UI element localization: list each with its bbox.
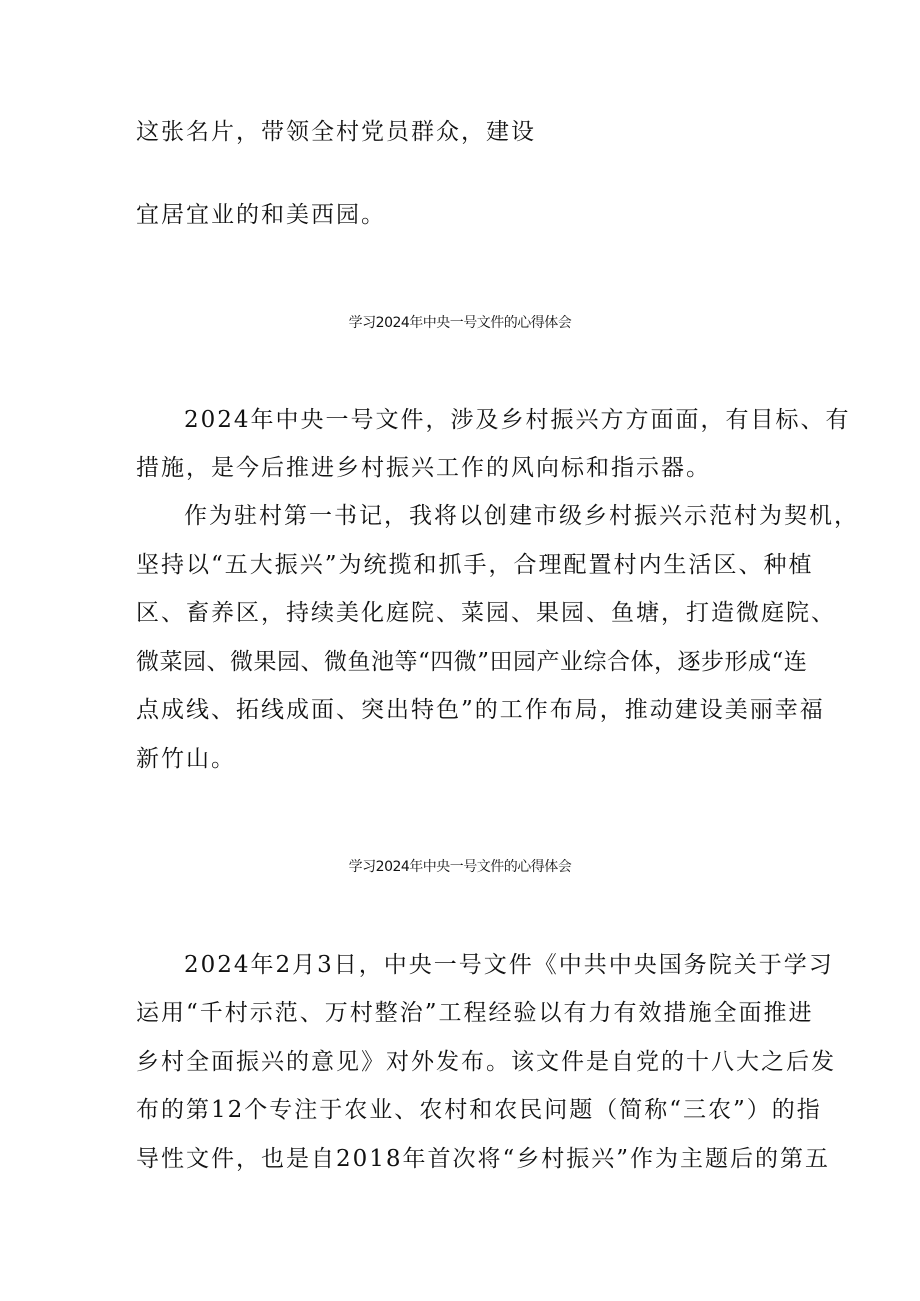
section-1-line-4: 坚持以“五大振兴”为统揽和抓手，合理配置村内生活区、种植 <box>136 552 814 578</box>
section-1-line-2: 措施，是今后推进乡村振兴工作的风向标和指示器。 <box>136 455 711 481</box>
section-2-title: 学习2024年中央一号文件的心得体会 <box>348 859 572 875</box>
section-2-line-3: 乡村全面振兴的意见》对外发布。该文件是自党的十八大之后发 <box>136 1049 836 1075</box>
section-1-line-8: 新竹山。 <box>136 746 236 772</box>
section-2-line-1: 2024年2月3日，中央一号文件《中共中央国务院关于学习 <box>184 952 834 978</box>
section-1-line-6: 微菜园、微果园、微鱼池等“四微”田园产业综合体，逐步形成“连 <box>136 649 808 675</box>
section-2-line-2: 运用“千村示范、万村整治”工程经验以有力有效措施全面推进 <box>136 1000 814 1026</box>
fragment-line-1: 这张名片，带领全村党员群众，建设 <box>136 119 536 145</box>
section-1-line-1: 2024年中央一号文件，涉及乡村振兴方方面面，有目标、有 <box>184 407 851 433</box>
section-1-title: 学习2024年中央一号文件的心得体会 <box>348 315 572 331</box>
section-1-line-5: 区、畜养区，持续美化庭院、菜园、果园、鱼塘，打造微庭院、 <box>136 600 836 626</box>
section-2-line-5: 导性文件，也是自2018年首次将“乡村振兴”作为主题后的第五 <box>136 1146 831 1172</box>
section-2-line-4: 布的第12个专注于农业、农村和农民问题（简称“三农”）的指 <box>136 1097 822 1123</box>
fragment-line-2: 宜居宜业的和美西园。 <box>136 202 386 228</box>
section-1-line-3: 作为驻村第一书记，我将以创建市级乡村振兴示范村为契机， <box>184 503 859 529</box>
section-1-line-7: 点成线、拓线成面、突出特色”的工作布局，推动建设美丽幸福 <box>136 697 825 723</box>
